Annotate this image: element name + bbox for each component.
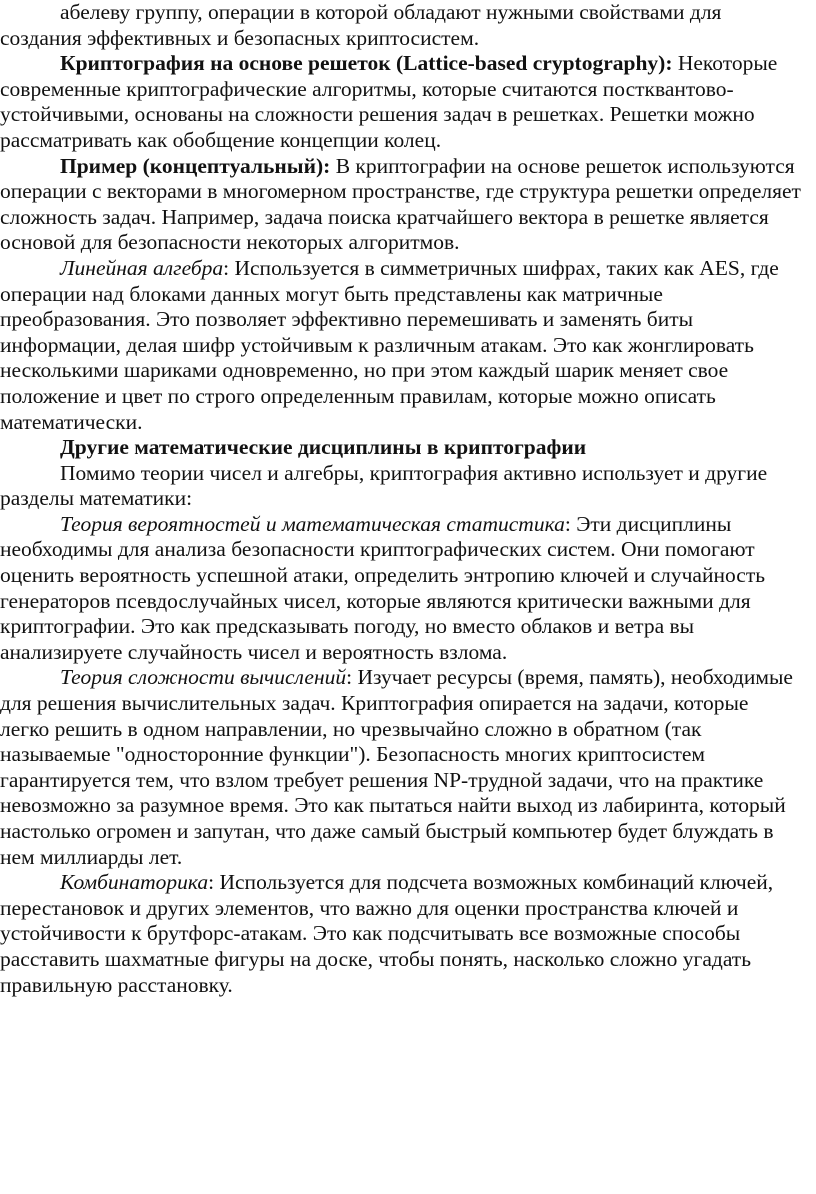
paragraph-text: : Изучает ресурсы (время, память), необходимые для решения вычислительных задач. Криптография опирается на задачи, которые легко решить в одном направлении, но чрезвычайно сложно в обратном (так называемые "односторонние функции"). Безопасность многих криптосистем гарантируется тем, что взлом требует решения NP-трудной задачи, что на практике невозможно за разумное время. Это как пытаться найти выход из лабиринта, который настолько огромен и запутан, что даже самый быстрый компьютер будет блуждать в нем миллиарды лет. — [0, 665, 793, 869]
paragraph-term: Теория вероятностей и математическая статистика — [60, 511, 565, 536]
paragraph-other-branches — [0, 461, 802, 512]
paragraph-combinatorics — [0, 870, 802, 998]
paragraph-text: Некоторые современные криптографические алгоритмы, которые считаются постквантово-устойчивыми, основаны на сложности решения задач в решетках. Решетки можно рассматривать как обобщение концепции колец. — [0, 51, 778, 152]
paragraph-linear-algebra — [0, 256, 802, 435]
paragraph-text: : Эти дисциплины необходимы для анализа безопасности криптографических систем. Они помогают оценить вероятность успешной атаки, определить энтропию ключей и случайность генераторов псевдослучайных чисел, которые являются критически важными для криптографии. Это как предсказывать погоду, но вместо облаков и ветра вы анализируете случайность чисел и вероятность взлома. — [0, 511, 766, 664]
section-heading: Другие математические дисциплины в криптографии — [60, 435, 587, 460]
paragraph-abelian-group — [0, 0, 802, 51]
paragraph-text: Помимо теории чисел и алгебры, криптография активно использует и другие разделы математики: — [0, 460, 768, 511]
paragraph-text: абелеву группу, операции в которой обладают нужными свойствами для создания эффективных и безопасных криптосистем. — [0, 0, 722, 50]
paragraph-probability-statistics — [0, 512, 802, 666]
paragraph-term: Линейная алгебра — [60, 255, 224, 280]
paragraph-text: В криптографии на основе решеток используются операции с векторами в многомерном пространстве, где структура решетки определяет сложность задач. Например, задача поиска кратчайшего вектора в решетке является основой для безопасности некоторых алгоритмов. — [0, 153, 801, 255]
paragraph-example-conceptual — [0, 154, 802, 256]
paragraph-term: Комбинаторика — [60, 870, 209, 895]
paragraph-text: : Используется для подсчета возможных комбинаций ключей, перестановок и других элементов, что важно для оценки пространства ключей и устойчивости к брутфорс-атакам. Это как подсчитывать все возможные способы расставить шахматные фигуры на доске, чтобы понять, насколько сложно угадать правильную расстановку. — [0, 870, 774, 997]
paragraph-text: : Используется в симметричных шифрах, таких как AES, где операции над блоками данных могут быть представлены как матричные преобразования. Это позволяет эффективно перемешивать и заменять биты информации, делая шифр устойчивым к различным атакам. Это как жонглировать несколькими шариками одновременно, но при этом каждый шарик меняет свое положение и цвет по строго определенным правилам, которые можно описать математически. — [0, 255, 779, 434]
paragraph-lattice-crypto — [0, 51, 802, 153]
paragraph-term: Теория сложности вычислений — [60, 665, 347, 690]
paragraph-lead: Криптография на основе решеток (Lattice-based cryptography): — [60, 51, 673, 76]
paragraph-complexity-theory — [0, 665, 802, 870]
paragraph-lead: Пример (концептуальный): — [60, 153, 331, 178]
